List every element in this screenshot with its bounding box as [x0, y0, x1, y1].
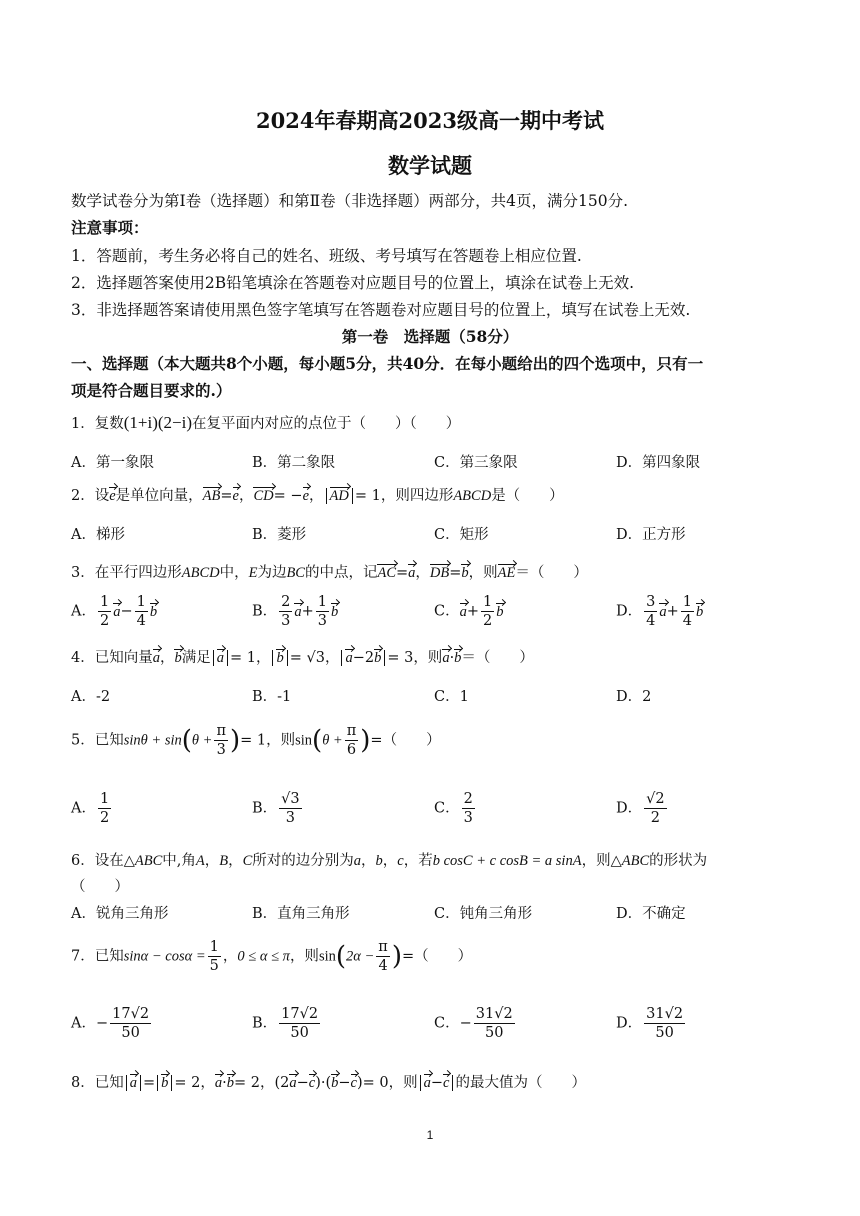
question-text: 设在△ — [94, 853, 135, 869]
math-expression: θ + — [191, 732, 213, 749]
fraction-numerator: 31√2 — [475, 1006, 513, 1022]
sign: − — [95, 1015, 109, 1032]
question-text: 中， — [219, 565, 249, 581]
option-c: C．钝角三角形 — [434, 906, 533, 922]
question-number: 6． — [71, 853, 95, 869]
vector-a: a — [442, 650, 450, 666]
question-number: 7． — [71, 948, 95, 965]
option-d — [616, 790, 669, 827]
question-text: 已知 — [94, 1075, 124, 1091]
option-label: D． — [616, 603, 643, 620]
option-c — [434, 593, 504, 630]
coefficient-denominator: 4 — [682, 613, 693, 629]
math-expression: sin — [318, 948, 336, 965]
vector-b: b — [276, 650, 284, 666]
vector-a: a — [152, 650, 160, 666]
fraction-numerator: π — [378, 939, 388, 955]
option-b — [252, 790, 304, 827]
question-number: 3． — [71, 565, 95, 581]
question-text: ，则 — [266, 732, 296, 749]
question-3: 3．在平行四边形ABCD中，E为边BC的中点，记AC=a，DB=b，则AE＝（ ） — [71, 565, 588, 581]
question-text: ，则 — [388, 1075, 418, 1091]
option-a — [71, 790, 113, 827]
operator: + — [666, 603, 679, 620]
side-c: c — [397, 853, 404, 869]
option-b: B．第二象限 — [252, 455, 336, 471]
fraction-denominator: 50 — [290, 1025, 309, 1041]
equals: = 1 — [240, 732, 267, 749]
coefficient-denominator: 2 — [483, 613, 493, 629]
coefficient-numerator: 3 — [646, 594, 656, 610]
vector-a: a — [294, 603, 302, 620]
operator: − — [120, 603, 133, 620]
fraction-denominator: 2 — [650, 810, 660, 826]
question-number: 4． — [71, 650, 95, 666]
exam-subtitle: 数学试题 — [388, 153, 472, 178]
option-c — [434, 790, 477, 827]
vector-a: a — [659, 603, 667, 620]
question-8: 8．已知 a = b = 2，a·b= 2，(2a−c)·(b−c)= 0，则 a−c 的最大值为（ ） — [71, 1075, 586, 1091]
quadrilateral-name: ABCD — [453, 488, 492, 504]
segment-bc: BC — [286, 565, 305, 581]
vector-a: a — [459, 603, 467, 620]
vector-a: a — [214, 1075, 223, 1091]
option-label: B． — [252, 1015, 278, 1032]
section-title: 第一卷 选择题（58分） — [341, 327, 519, 346]
equals: = 2 — [174, 1075, 201, 1091]
equals: = — [220, 488, 233, 504]
question-text: 为边 — [257, 565, 287, 581]
question-text: ＝（ ） — [515, 565, 588, 581]
vector-b: b — [461, 565, 469, 581]
question-number: 2． — [71, 488, 95, 504]
equals: = 1 — [354, 488, 381, 504]
question-text: ，则 — [413, 650, 443, 666]
math-expression: sinα − cosα = — [123, 948, 206, 965]
vector-cd: CD — [253, 488, 274, 504]
fraction-denominator: 3 — [285, 810, 295, 826]
option-d: D．2 — [616, 689, 652, 705]
angle-b: B — [219, 853, 229, 869]
quadrilateral-name: ABCD — [181, 565, 220, 581]
option-a — [71, 593, 157, 630]
coefficient-numerator: 1 — [317, 594, 328, 610]
question-text: ＝（ ） — [461, 650, 534, 666]
fraction-numerator: π — [346, 723, 357, 739]
question-text: ，则△ — [581, 853, 622, 869]
question-text: 的最大值为（ ） — [455, 1075, 586, 1091]
coefficient-numerator: 1 — [682, 594, 693, 610]
vector-c: c — [308, 1075, 316, 1091]
option-d — [616, 1005, 687, 1042]
option-a: A．第一象限 — [71, 455, 154, 471]
question-text: 复数 — [94, 416, 124, 432]
question-1 — [71, 412, 460, 433]
fraction-denominator: 6 — [346, 742, 357, 758]
note-item-1: 1．答题前，考生务必将自己的姓名、班级、考号填写在答题卷上相应位置. — [71, 247, 582, 265]
math-expression: sinθ + sin — [123, 732, 182, 749]
condition-value: = 1 — [229, 650, 256, 666]
option-a: A．锐角三角形 — [71, 906, 169, 922]
fraction-numerator: 31√2 — [646, 1006, 684, 1022]
vector-a: a — [216, 650, 224, 666]
question-5: 5．已知sinθ + sin(θ + $\frac{\pi}{3}$ )= 1，则sin(θ + $\frac{\pi}{6}$ )=（ ） — [71, 723, 441, 758]
question-text: 中,角 — [162, 853, 196, 869]
fraction-numerator: 1 — [209, 939, 219, 955]
question-text: 在复平面内对应的点位于（ ）（ ） — [192, 416, 461, 432]
section-heading-line1: 一、选择题（本大题共8个小题，每小题5分，共40分．在每小题给出的四个选项中，只有一 — [71, 354, 704, 373]
option-d — [616, 593, 703, 630]
sign: − — [459, 1015, 472, 1032]
equals: = − — [273, 488, 303, 504]
question-number: 8． — [71, 1075, 95, 1091]
option-c: C．1 — [434, 689, 469, 705]
option-label: A． — [71, 603, 96, 620]
question-text: 在平行四边形 — [94, 565, 182, 581]
vector-e: e — [109, 488, 116, 504]
section-heading-line2: 项是符合题目要求的.） — [71, 381, 232, 400]
coefficient-numerator: 1 — [136, 594, 146, 610]
option-label: C． — [434, 603, 460, 620]
angle-c: C — [242, 853, 253, 869]
coefficient-denominator: 4 — [646, 613, 656, 629]
vector-c: c — [443, 1075, 450, 1091]
vector-a: a — [408, 565, 416, 581]
fraction-denominator: 3 — [463, 810, 473, 826]
option-label: B． — [252, 800, 278, 817]
question-number: 5． — [71, 732, 95, 749]
question-text: 的形状为 — [649, 853, 708, 869]
note-item-3: 3．非选择题答案请使用黑色签字笔填写在答题卷对应题目号的位置上，填写在试卷上无效. — [71, 301, 691, 319]
vector-ab: AB — [202, 488, 221, 504]
option-a — [71, 1005, 153, 1042]
vector-b: b — [331, 603, 339, 620]
option-a: A．梯形 — [71, 527, 125, 543]
equals: = 0 — [362, 1075, 389, 1091]
fraction-numerator: π — [216, 723, 226, 739]
fraction-numerator: √3 — [281, 791, 300, 807]
equals: = 2 — [233, 1075, 260, 1091]
condition-value: = √3 — [289, 650, 325, 666]
vector-b: b — [331, 1075, 339, 1091]
triangle-name: ABC — [621, 853, 650, 869]
vector-b: b — [161, 1075, 169, 1091]
operator: + — [466, 603, 480, 620]
option-label: B． — [252, 603, 278, 620]
question-4: 4．已知向量a，b满足 a = 1， b = √3， a−2b = 3，则a·b＝（ ） — [71, 650, 534, 666]
fraction-denominator: 50 — [655, 1025, 674, 1041]
vector-ad: AD — [329, 488, 349, 504]
coefficient-numerator: 1 — [99, 594, 110, 610]
question-text: 设 — [94, 488, 110, 504]
vector-a: a — [345, 650, 353, 666]
coefficient-numerator: 2 — [281, 594, 291, 610]
math-expression: (1+i)(2−i) — [123, 413, 192, 432]
fraction-denominator: 3 — [216, 742, 226, 758]
fraction-denominator: 4 — [378, 958, 388, 974]
vector-c: c — [350, 1075, 357, 1091]
fraction-denominator: 2 — [99, 810, 110, 826]
vector-b: b — [496, 603, 504, 620]
vector-a: a — [423, 1075, 431, 1091]
option-label: C． — [434, 800, 460, 817]
option-c: C．第三象限 — [434, 455, 518, 471]
vector-e: e — [302, 488, 309, 504]
question-7: 7．已知sinα − cosα = $\frac{1}{5}$ ，0 ≤ α ≤ π，则sin(2α − $\frac{\pi}{4}$ )=（ ） — [71, 939, 473, 974]
vector-b: b — [454, 650, 462, 666]
vector-a: a — [289, 1075, 297, 1091]
option-a: A．-2 — [71, 689, 111, 705]
vector-a: a — [113, 603, 121, 620]
angle-a: A — [195, 853, 205, 869]
question-text: =（ ） — [401, 948, 473, 965]
fraction-numerator: 17√2 — [281, 1006, 319, 1022]
point-e: E — [248, 565, 258, 581]
separator: ， — [228, 853, 243, 869]
question-2: 2．设e是单位向量，AB=e，CD= −e， AD = 1，则四边形ABCD是（ ） — [71, 488, 564, 504]
note-item-2: 2．选择题答案使用2B铅笔填涂在答题卷对应题目号的位置上，填涂在试卷上无效. — [71, 274, 635, 292]
option-d: D．正方形 — [616, 527, 686, 543]
separator: ， — [204, 853, 220, 869]
option-label: D． — [616, 800, 643, 817]
question-6 — [71, 849, 707, 870]
fraction-numerator: 1 — [99, 791, 110, 807]
fraction-numerator: √2 — [646, 791, 665, 807]
condition-value: = 3 — [387, 650, 414, 666]
separator: ， — [361, 853, 376, 869]
vector-b: b — [226, 1075, 234, 1091]
option-b: B．菱形 — [252, 527, 307, 543]
vector-a: a — [129, 1075, 137, 1091]
coefficient-denominator: 3 — [281, 613, 291, 629]
math-expression: sin — [295, 732, 313, 749]
question-text: ，若 — [403, 853, 433, 869]
vector-b: b — [149, 603, 158, 620]
intro-text: 数学试卷分为第Ⅰ卷（选择题）和第Ⅱ卷（非选择题）两部分，共4页，满分150分. — [71, 192, 629, 210]
question-text: ，则 — [289, 948, 319, 965]
exam-title: 2024年春期高2023级高一期中考试 — [256, 108, 604, 133]
question-text: 是（ ） — [491, 488, 564, 504]
question-text: 的中点，记 — [304, 565, 378, 581]
option-label: A． — [71, 800, 96, 817]
option-label: D． — [616, 1015, 643, 1032]
math-expression: b cosC + c cosB = a sinA — [432, 853, 582, 869]
vector-b: b — [696, 603, 704, 620]
vector-ac: AC — [377, 565, 397, 581]
fraction-denominator: 5 — [209, 958, 219, 974]
side-a: a — [353, 853, 362, 869]
fraction-numerator: 2 — [463, 791, 473, 807]
separator: ， — [382, 853, 398, 869]
triangle-name: ABC — [134, 853, 163, 869]
coefficient-denominator: 3 — [317, 613, 328, 629]
question-number: 1． — [71, 416, 95, 432]
fraction-numerator: 17√2 — [112, 1006, 150, 1022]
question-text: 满足 — [181, 650, 211, 666]
fraction-denominator: 50 — [121, 1025, 140, 1041]
math-expression: 2α − — [346, 948, 375, 965]
option-c — [434, 1005, 517, 1042]
vector-e: e — [232, 488, 239, 504]
fraction-denominator: 50 — [485, 1025, 504, 1041]
question-text: 已知向量 — [94, 650, 153, 666]
vector-b: b — [174, 650, 182, 666]
option-label: C． — [434, 1015, 460, 1032]
option-label: A． — [71, 1015, 96, 1032]
question-text: ，则四边形 — [380, 488, 454, 504]
question-text: 已知 — [94, 948, 124, 965]
question-text: 已知 — [94, 732, 124, 749]
coefficient-denominator: 2 — [99, 613, 110, 629]
question-text: 所对的边分别为 — [252, 853, 354, 869]
coefficient-numerator: 1 — [483, 594, 493, 610]
math-expression: θ + — [322, 732, 343, 749]
question-text: =（ ） — [370, 732, 441, 749]
vector-ae: AE — [497, 565, 516, 581]
option-b — [252, 593, 338, 630]
question-text: 是单位向量， — [115, 488, 203, 504]
option-d: D．第四象限 — [616, 455, 701, 471]
option-b — [252, 1005, 322, 1042]
operator: + — [301, 603, 314, 620]
question-6-line2: （ ） — [71, 879, 129, 895]
math-expression: 0 ≤ α ≤ π — [237, 948, 290, 965]
page-number: 1 — [426, 1128, 434, 1142]
coefficient-denominator: 4 — [136, 613, 146, 629]
vector-b: b — [374, 650, 382, 666]
vector-db: DB — [429, 565, 450, 581]
option-c: C．矩形 — [434, 527, 489, 543]
notes-heading: 注意事项： — [71, 218, 149, 237]
side-b: b — [375, 853, 383, 869]
option-d: D．不确定 — [616, 906, 686, 922]
option-b: B．直角三角形 — [252, 906, 350, 922]
option-b: B．-1 — [252, 689, 292, 705]
